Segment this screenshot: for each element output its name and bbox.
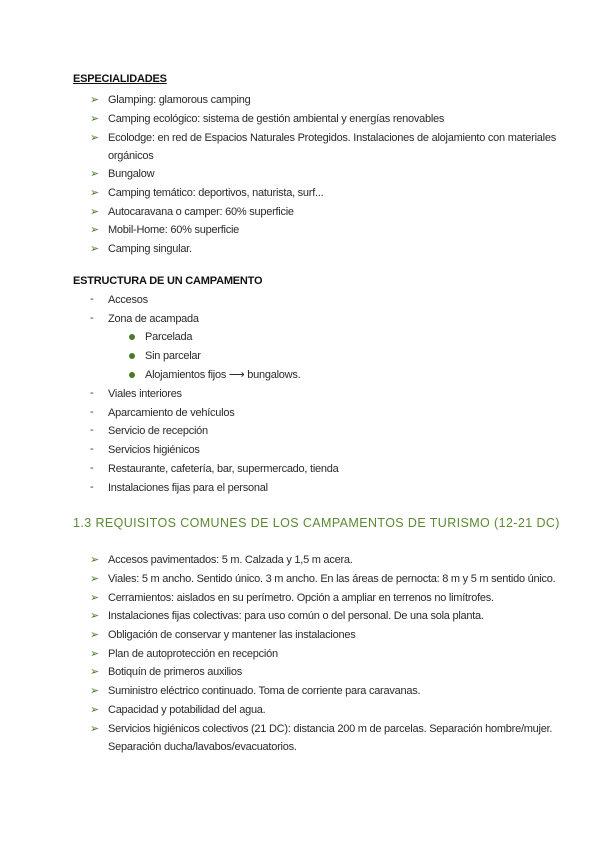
dash-bullet: - xyxy=(90,443,94,455)
list-item: Obligación de conservar y mantener las instalaciones xyxy=(108,629,356,641)
dash-bullet: - xyxy=(90,406,94,418)
list-item: Servicio de recepción xyxy=(108,425,208,437)
arrow-bullet-icon: ➢ xyxy=(90,187,100,199)
list-item: Servicios higiénicos xyxy=(108,444,200,456)
list-item: Aparcamiento de vehículos xyxy=(108,407,235,419)
arrow-bullet-icon: ➢ xyxy=(90,666,100,678)
list-item-continuation: orgánicos xyxy=(108,150,154,162)
arrow-bullet-icon: ➢ xyxy=(90,610,100,622)
list-item: Bungalow xyxy=(108,168,155,180)
arrow-bullet-icon: ➢ xyxy=(90,554,100,566)
arrow-bullet-icon: ➢ xyxy=(90,573,100,585)
list-item: Accesos xyxy=(108,294,148,306)
list-item: Viales interiores xyxy=(108,388,182,400)
list-item: Instalaciones fijas colectivas: para uso común o del personal. De una sola planta. xyxy=(108,610,484,622)
arrow-bullet-icon: ➢ xyxy=(90,648,100,660)
arrow-bullet-icon: ➢ xyxy=(90,94,100,106)
list-item: Suministro eléctrico continuado. Toma de corriente para caravanas. xyxy=(108,685,421,697)
list-item: Cerramientos: aislados en su perímetro. Opción a ampliar en terrenos no limítrofes. xyxy=(108,592,494,604)
arrow-bullet-icon: ➢ xyxy=(90,206,100,218)
dash-bullet: - xyxy=(90,462,94,474)
arrow-bullet-icon: ➢ xyxy=(90,685,100,697)
list-item: Camping ecológico: sistema de gestión ambiental y energías renovables xyxy=(108,113,445,125)
arrow-bullet-icon: ➢ xyxy=(90,168,100,180)
dash-bullet: - xyxy=(90,424,94,436)
list-item: Accesos pavimentados: 5 m. Calzada y 1,5 m acera. xyxy=(108,554,353,566)
list-item: Plan de autoprotección en recepción xyxy=(108,648,278,660)
arrow-bullet-icon: ➢ xyxy=(90,224,100,236)
list-item: Zona de acampada xyxy=(108,313,199,325)
arrow-bullet-icon: ➢ xyxy=(90,113,100,125)
list-item: Botiquín de primeros auxilios xyxy=(108,666,242,678)
list-item: Restaurante, cafetería, bar, supermercado, tienda xyxy=(108,463,339,475)
list-item: Instalaciones fijas para el personal xyxy=(108,482,268,494)
dash-bullet: - xyxy=(90,293,94,305)
list-item: Mobil-Home: 60% superficie xyxy=(108,224,240,236)
sub-list-item: Sin parcelar xyxy=(145,350,201,362)
estructura-heading: ESTRUCTURA DE UN CAMPAMENTO xyxy=(73,275,263,287)
arrow-bullet-icon: ➢ xyxy=(90,132,100,144)
dash-bullet: - xyxy=(90,387,94,399)
dash-bullet: - xyxy=(90,481,94,493)
dot-bullet-icon xyxy=(129,334,135,340)
arrow-bullet-icon: ➢ xyxy=(90,704,100,716)
list-item: Camping temático: deportivos, naturista, surf... xyxy=(108,187,324,199)
arrow-bullet-icon: ➢ xyxy=(90,592,100,604)
dash-bullet: - xyxy=(90,312,94,324)
section-title: 1.3 REQUISITOS COMUNES DE LOS CAMPAMENTOS DE TURISMO (12-21 DC) xyxy=(73,516,560,530)
sub-list-item: Alojamientos fijos ⟶ bungalows. xyxy=(145,369,301,381)
arrow-bullet-icon: ➢ xyxy=(90,723,100,735)
list-item: Autocaravana o camper: 60% superficie xyxy=(108,206,294,218)
list-item: Viales: 5 m ancho. Sentido único. 3 m ancho. En las áreas de pernocta: 8 m y 5 m sentido único. xyxy=(108,573,556,585)
list-item-continuation: Separación ducha/lavabos/evacuatorios. xyxy=(108,741,297,753)
list-item: Camping singular. xyxy=(108,243,192,255)
arrow-bullet-icon: ➢ xyxy=(90,243,100,255)
arrow-bullet-icon: ➢ xyxy=(90,629,100,641)
especialidades-heading: ESPECIALIDADES xyxy=(73,73,167,85)
list-item: Glamping: glamorous camping xyxy=(108,94,251,106)
list-item: Servicios higiénicos colectivos (21 DC): distancia 200 m de parcelas. Separación hombre/mujer. xyxy=(108,723,553,735)
list-item: Capacidad y potabilidad del agua. xyxy=(108,704,266,716)
list-item: Ecolodge: en red de Espacios Naturales Protegidos. Instalaciones de alojamiento con materiales xyxy=(108,132,556,144)
dot-bullet-icon xyxy=(129,372,135,378)
dot-bullet-icon xyxy=(129,353,135,359)
sub-list-item: Parcelada xyxy=(145,331,193,343)
